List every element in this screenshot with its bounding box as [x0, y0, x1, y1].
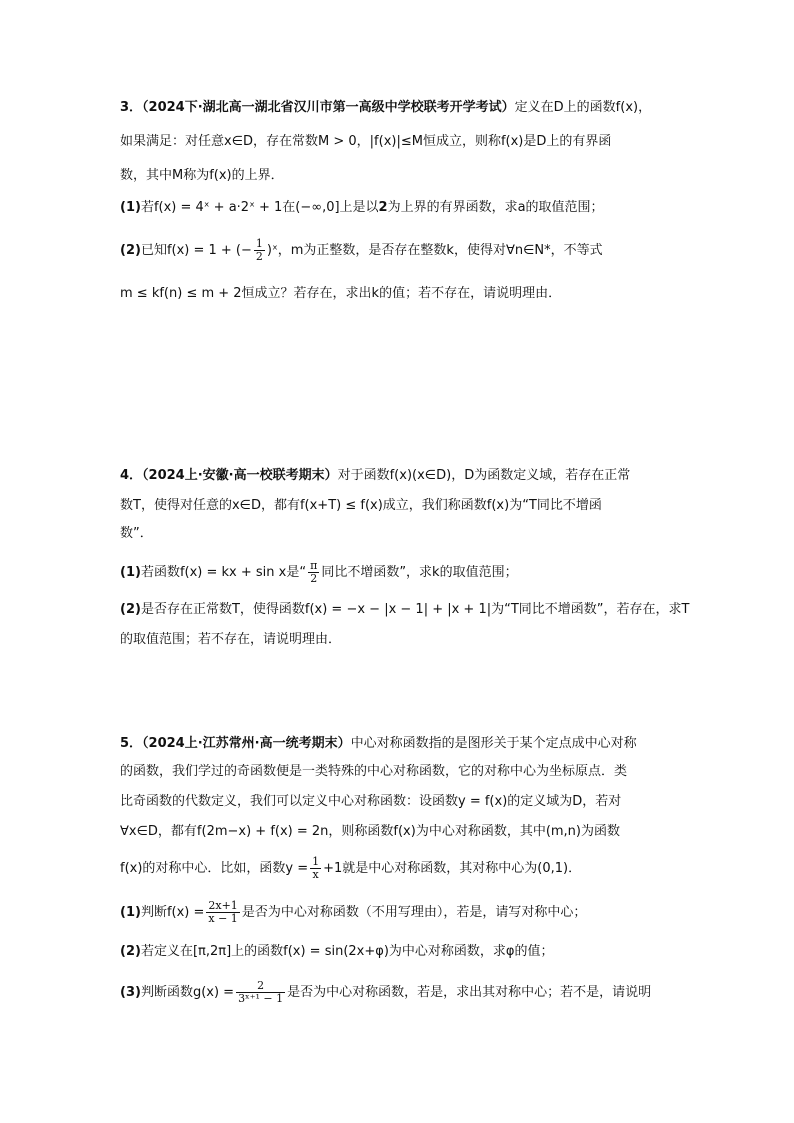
q5-line-5-fraction-num: 1 [312, 855, 320, 868]
q4-part-1-label: (1) [120, 565, 141, 580]
q5-part-3-text-a: 判断函数g(x) = [140, 985, 235, 1000]
q5-part-3-fraction-den: 3ˣ⁺¹ − 1 [238, 992, 284, 1005]
q5-part-3-text-b: 是否为中心对称函数，若是，求出其对称中心；若不是，请说明 [287, 985, 652, 1000]
q4-line-2: 数T，使得对任意的x∈D，都有f(x+T) ≤ f(x)成立，我们称函数f(x)为“T同比不增函 [120, 498, 602, 513]
q3-part-2-line-2: m ≤ kf(n) ≤ m + 2恒成立？若存在，求出k的值；若不存在，请说明理由． [120, 286, 562, 301]
q3-source: （2024下·湖北高一湖北省汉川市第一高级中学校联考开学考试） [142, 100, 515, 115]
q5-part-1 [120, 900, 586, 925]
q5-part-3 [120, 980, 651, 1005]
q5-part-1-fraction-den: x − 1 [208, 912, 238, 925]
q5-part-2 [120, 942, 554, 962]
q5-part-3-fraction [236, 980, 285, 1005]
q4-source: （2024上·安徽·高一校联考期末） [142, 468, 338, 483]
q5-line-5-fraction [310, 856, 321, 881]
q5-number: 5． [120, 736, 143, 751]
q3-line-2: 如果满足：对任意x∈D，存在常数M > 0，|f(x)|≤M恒成立，则称f(x)是D上的有界函 [120, 134, 612, 149]
q5-line-5-fraction-den: x [312, 868, 319, 881]
q5-text-5a: f(x)的对称中心．比如，函数y = [120, 861, 309, 876]
q3-line-3: 数，其中M称为f(x)的上界． [120, 168, 284, 183]
q3-part-2-label: (2) [120, 243, 141, 258]
q4-part-2-line-2: 的取值范围；若不存在，请说明理由． [120, 632, 342, 647]
q3-part-1-text-b: 为上界的有界函数，求a的取值范围； [387, 200, 604, 215]
q3-part-2 [120, 238, 603, 263]
q5-part-2-text: 若定义在[π,2π]上的函数f(x) = sin(2x+φ)为中心对称函数，求φ的值； [140, 944, 554, 959]
q5-part-3-label: (3) [120, 985, 141, 1000]
q5-line-2: 的函数，我们学过的奇函数便是一类特殊的中心对称函数，它的对称中心为坐标原点．类 [120, 764, 628, 779]
q4-part-2-label: (2) [120, 602, 141, 617]
q3-part-1 [120, 198, 604, 218]
q4-text-1: 对于函数f(x)(x∈D)，D为函数定义域，若存在正常 [337, 468, 631, 483]
q5-line-5 [120, 856, 581, 881]
q5-line-3: 比奇函数的代数定义，我们可以定义中心对称函数：设函数y = f(x)的定义域为D，若对 [120, 794, 622, 809]
q5-part-1-text-b: 是否为中心对称函数（不用写理由），若是，请写对称中心； [241, 905, 587, 920]
q5-part-1-fraction [206, 900, 239, 925]
q4-part-1-fraction [308, 560, 319, 585]
q3-line-1 [120, 98, 651, 118]
q3-number: 3． [120, 100, 143, 115]
q4-part-1-fraction-den: 2 [310, 572, 318, 585]
q3-part-2-text-b: )ˣ，m为正整数，是否存在整数k，使得对∀n∈N*，不等式 [266, 243, 603, 258]
q4-line-1 [120, 466, 630, 486]
q5-part-2-label: (2) [120, 944, 141, 959]
q4-part-2-text: 是否存在正常数T，使得函数f(x) = −x − |x − 1| + |x + 1|为“T同比不增函数”，若存在，求T [140, 602, 690, 617]
q5-part-1-label: (1) [120, 905, 141, 920]
q4-part-1-fraction-num: π [310, 559, 318, 572]
q3-part-1-bound: 2 [378, 200, 388, 215]
q5-text-1: 中心对称函数指的是图形关于某个定点成中心对称 [350, 736, 637, 751]
q4-part-2 [120, 600, 689, 620]
q3-part-1-label: (1) [120, 200, 141, 215]
q5-source: （2024上·江苏常州·高一统考期末） [142, 736, 351, 751]
q5-part-1-fraction-num: 2x+1 [208, 899, 238, 912]
q3-part-2-fraction-num: 1 [255, 237, 263, 250]
q5-part-1-text-a: 判断f(x) = [140, 905, 205, 920]
q4-part-1 [120, 560, 518, 585]
q4-line-3: 数”． [120, 526, 153, 541]
q4-part-1-text-b: 同比不增函数”，求k的取值范围； [321, 565, 518, 580]
q3-part-2-fraction [254, 238, 265, 263]
q3-part-2-text-a: 已知f(x) = 1 + (− [140, 243, 252, 258]
q4-number: 4． [120, 468, 143, 483]
q3-part-2-fraction-den: 2 [255, 250, 263, 263]
q3-text-1: 定义在D上的函数f(x)， [514, 100, 652, 115]
q5-line-1 [120, 734, 637, 754]
q3-part-1-text-a: 若f(x) = 4ˣ + a·2ˣ + 1在(−∞,0]上是以 [140, 200, 379, 215]
q4-part-1-text-a: 若函数f(x) = kx + sin x是“ [140, 565, 307, 580]
q5-text-5b: +1就是中心对称函数，其对称中心为(0,1)． [323, 861, 582, 876]
q5-line-4: ∀x∈D，都有f(2m−x) + f(x) = 2n，则称函数f(x)为中心对称函数，其中(m,n)为函数 [120, 824, 620, 839]
q5-part-3-fraction-num: 2 [236, 980, 285, 993]
